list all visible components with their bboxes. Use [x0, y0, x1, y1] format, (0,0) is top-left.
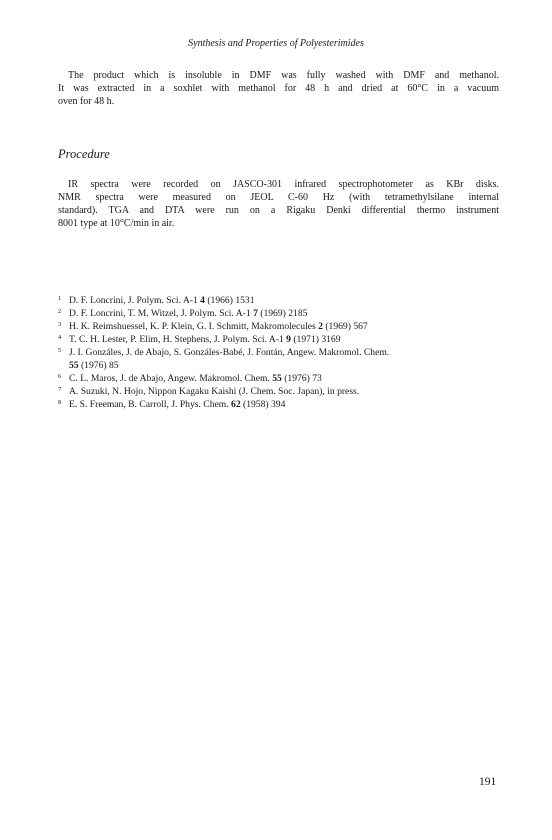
paragraph-line: oven for 48 h.: [58, 96, 115, 107]
reference-item: 4 T. C. H. Lester, P. Elim, H. Stephens, J. Polym. Sci. A-1 9 (1971) 3169: [58, 333, 499, 346]
reference-item: 1 D. F. Loncrini, J. Polym. Sci. A-1 4 (1966) 1531: [58, 294, 499, 307]
reference-item: 3 H. K. Reimshuessel, K. P. Klein, G. I. Schmitt, Makromolecules 2 (1969) 567: [58, 320, 499, 333]
reference-item: 6 C. L. Maros, J. de Abajo, Angew. Makromol. Chem. 55 (1976) 73: [58, 372, 499, 385]
paragraph-line: standard). TGA and DTA were run on a Rigaku Denki differential thermo instrument: [58, 205, 499, 216]
intro-paragraph: [58, 69, 499, 108]
reference-number: 6: [58, 373, 62, 380]
paragraph-line: NMR spectra were measured on JEOL C-60 Hz (with tetramethylsilane internal: [58, 192, 499, 203]
reference-number: 3: [58, 321, 62, 328]
reference-number: 7: [58, 386, 62, 393]
reference-number: 2: [58, 308, 62, 315]
reference-number: 5: [58, 347, 62, 354]
page-number: 191: [479, 776, 497, 788]
procedure-paragraph: [58, 178, 499, 230]
reference-item: 5 J. I. Gonzáles, J. de Abajo, S. Gonzáles-Babé, J. Fontán, Angew. Makromol. Chem. 55 (1976) 85: [58, 346, 499, 372]
reference-item: 8 E. S. Freeman, B. Carroll, J. Phys. Chem. 62 (1958) 394: [58, 398, 499, 411]
paragraph-line: The product which is insoluble in DMF was fully washed with DMF and methanol.: [68, 70, 499, 81]
section-heading-procedure: Procedure: [58, 147, 110, 161]
reference-item: 2 D. F. Loncrini, T. M. Witzel, J. Polym. Sci. A-1 7 (1969) 2185: [58, 307, 499, 320]
paragraph-line: It was extracted in a soxhlet with methanol for 48 h and dried at 60°C in a vacuum: [58, 83, 499, 94]
reference-list: [58, 294, 499, 411]
paragraph-line: 8001 type at 10°C/min in air.: [58, 218, 175, 229]
reference-item: 7 A. Suzuki, N. Hojo, Nippon Kagaku Kaishi (J. Chem. Soc. Japan), in press.: [58, 385, 499, 398]
running-head: Synthesis and Properties of Polyesterimides: [188, 38, 364, 49]
reference-number: 8: [58, 399, 62, 406]
reference-number: 1: [58, 295, 62, 302]
reference-number: 4: [58, 334, 62, 341]
paragraph-line: IR spectra were recorded on JASCO-301 infrared spectrophotometer as KBr disks.: [68, 179, 499, 190]
